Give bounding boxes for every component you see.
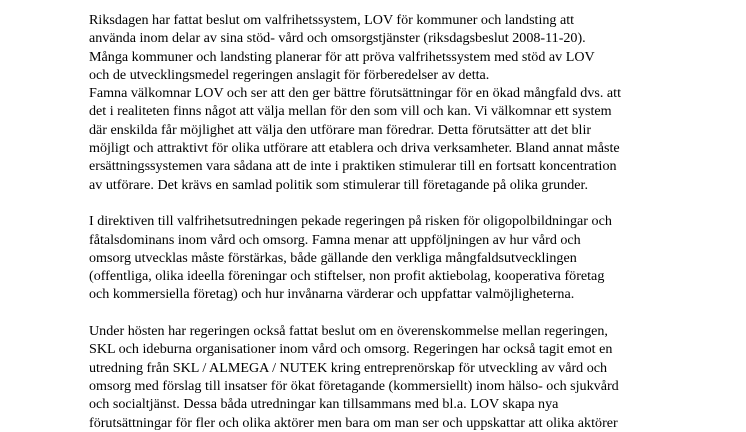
document-body: [89, 11, 689, 432]
paragraph-lov-decision: Riksdagen har fattat beslut om valfrihetssystem, LOV för kommuner och landsting att använda inom delar av sina stöd- vård och omsorgstjänster (riksdagsbeslut 2008-11-20). Många kommuner och landsting planerar för att pröva valfrihetssystem med stöd av LOV och de utvecklingsmedel regeringen anslagit för förberedelser av detta. Famna välkomnar LOV och ser att den ger bättre förutsättningar för en ökad mångfald dvs. att det i realiteten finns något att välja mellan för den som vill och kan. Vi välkomnar ett system där enskilda får möjlighet att välja den utförare man föredrar. Detta förutsätter att det blir möjligt och attraktivt för olika utförare att etablera och driva verksamheter. Bland annat måste ersättningssystemen vara sådana att de inte i praktiken stimulerar till en fortsatt koncentration av utförare. Det krävs en samlad politik som stimulerar till företagande på olika grunder.: [89, 12, 622, 193]
paragraph-spacer: [89, 304, 689, 322]
paragraph-overenskommelse: Under hösten har regeringen också fattat beslut om en överenskommelse mellan regeringen, SKL och ideburna organisationer inom vård och omsorg. Regeringen har också tagit emot en utredning från SKL / ALMEGA / NUTEK kring entreprenörskap för utveckling av vård och omsorg med förslag till insatser för ökat företagande (kommersiellt) inom hälso- och sjukvård och socialtjänst. Dessa båda utredningar kan tillsammans med bl.a. LOV skapa nya förutsättningar för fler och olika aktörer men bara om man ser och uppskattar att olika aktörer: [89, 323, 619, 431]
paragraph-spacer: [89, 194, 689, 212]
paragraph-valfrihetsutredningen: I direktiven till valfrihetsutredningen pekade regeringen på risken för oligopolbildningar och fåtalsdominans inom vård och omsorg. Famna menar att uppföljningen av hur vård och omsorg utvecklas måste förstärkas, både gällande den verkliga mångfaldsutvecklingen (offentliga, olika ideella föreningar och stiftelser, non profit aktiebolag, kooperativa företag och kommersiella företag) och hur invånarna värderar och uppfattar valmöjligheterna.: [89, 213, 612, 303]
